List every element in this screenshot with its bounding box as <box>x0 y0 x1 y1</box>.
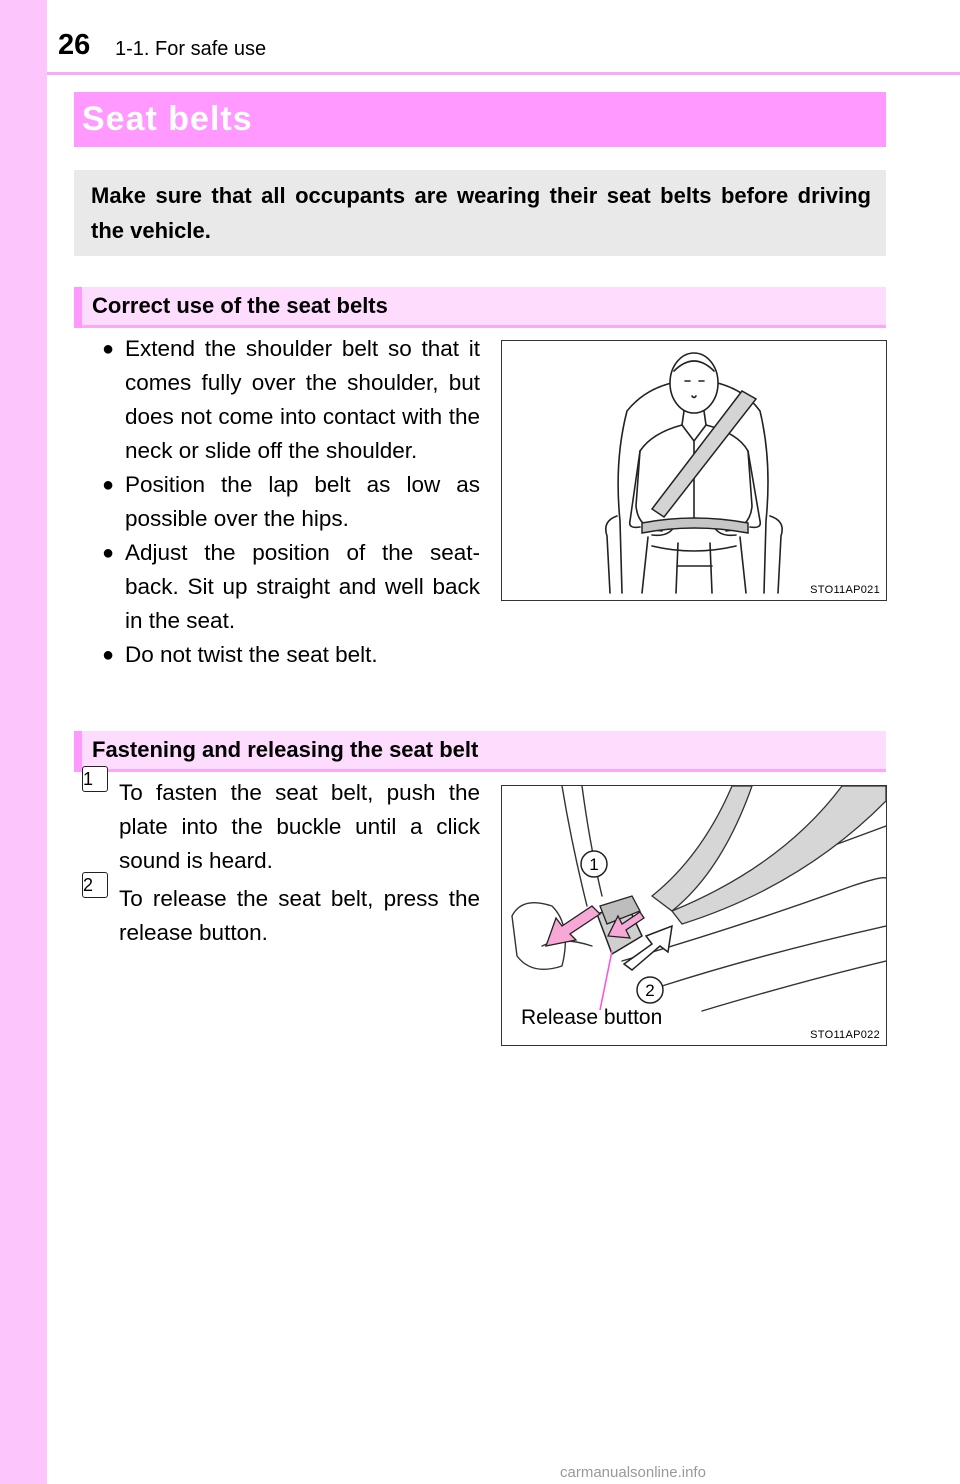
page-number: 26 <box>58 29 91 61</box>
figure-code: STO11AP021 <box>810 584 880 596</box>
side-strip <box>0 0 47 1484</box>
buckle-figure <box>501 785 887 1046</box>
release-button-label: Release button <box>521 1006 663 1029</box>
page-title: Seat belts <box>82 100 253 138</box>
bullet-icon: ● <box>102 338 115 360</box>
fastening-header <box>74 731 886 772</box>
seated-occupant-illustration <box>502 341 886 600</box>
correct-use-title: Correct use of the seat belts <box>92 293 388 318</box>
bullet-item: ● Do not twist the seat belt. <box>102 638 480 672</box>
step-number-badge: 2 <box>82 872 108 898</box>
bullet-icon: ● <box>102 644 115 666</box>
watermark: carmanualsonline.info <box>560 1464 706 1481</box>
bullet-icon: ● <box>102 474 115 496</box>
step-number-badge: 1 <box>82 766 108 792</box>
bullet-item: ● Adjust the position of the seat-back. Sit up straight and well back in the seat. <box>102 536 480 638</box>
fastening-title: Fastening and releasing the seat belt <box>92 737 479 762</box>
title-bar <box>74 92 886 147</box>
correct-use-bullets <box>102 332 480 672</box>
intro-text: Make sure that all occupants are wearing their seat belts before driving the vehicle. <box>91 183 871 243</box>
figure-code: STO11AP022 <box>810 1029 880 1041</box>
correct-use-header <box>74 287 886 328</box>
callout-2: 2 <box>645 981 655 1000</box>
fastening-steps <box>83 769 480 954</box>
header-rule <box>47 72 960 75</box>
bullet-item: ● Extend the shoulder belt so that it comes fully over the shoulder, but does not come into contact with the neck or slide off the shoulder. <box>102 332 480 468</box>
step-item: 1 To fasten the seat belt, push the plate into the buckle until a click sound is heard. <box>119 776 480 878</box>
intro-box <box>74 170 886 256</box>
section-label: 1-1. For safe use <box>115 38 267 60</box>
seated-occupant-figure <box>501 340 887 601</box>
callout-1: 1 <box>589 855 599 874</box>
bullet-icon: ● <box>102 542 115 564</box>
step-item: 2 To release the seat belt, press the release button. <box>119 882 480 950</box>
bullet-item: ● Position the lap belt as low as possible over the hips. <box>102 468 480 536</box>
